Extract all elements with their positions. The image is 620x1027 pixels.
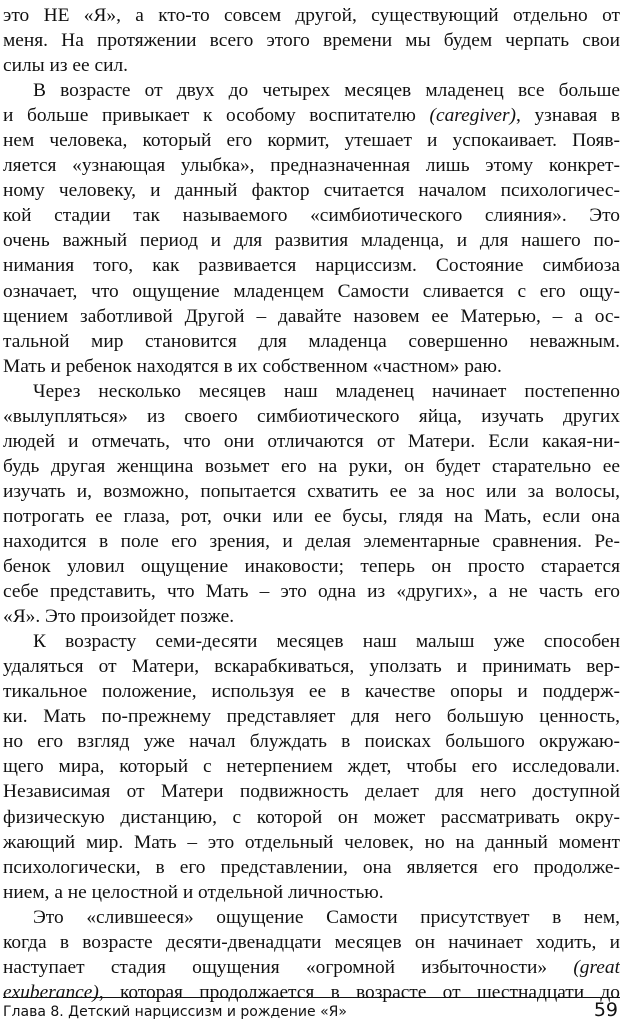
text-line: нимания того, как развивается нарциссизм. Состояние симбиоза bbox=[3, 255, 620, 277]
text-line: будь другая женщина возьмет его на руки, он будет старательно ее bbox=[3, 455, 620, 477]
text-line: очень важный период и для развития младенца, и для нашего по- bbox=[3, 230, 620, 252]
paragraph-symbiosis bbox=[3, 78, 620, 379]
text-line: тикальное положение, используя ее в качестве опоры и поддерж- bbox=[3, 681, 620, 703]
text-line: ки. Мать по-прежнему представляет для него большую ценность, bbox=[3, 706, 620, 728]
text-line: потрогать ее глаза, рот, очки или ее бусы, глядя на Мать, если она bbox=[3, 505, 620, 527]
text-line: означает, что ощущение младенцем Самости сливается с его ощу- bbox=[3, 280, 620, 302]
paragraph-continuation bbox=[3, 3, 620, 78]
text-line: но его взгляд уже начал блуждать в поисках большого окружаю- bbox=[3, 731, 620, 753]
text-line: нием, а не целостной и отдельной личностью. bbox=[3, 881, 384, 903]
text-line: силы из ее сил. bbox=[3, 55, 128, 77]
text-line: Независимая от Матери подвижность делает для него доступной bbox=[3, 781, 620, 803]
footer-divider bbox=[3, 997, 620, 998]
book-page bbox=[3, 0, 620, 1027]
text-line: «Я». Это произойдет позже. bbox=[3, 606, 235, 628]
text-line: физическую дистанцию, с которой он может рассматривать окру- bbox=[3, 806, 620, 828]
text-line: бенок уловил ощущение инаковости; теперь он просто старается bbox=[3, 556, 620, 578]
text-line: изучать и, возможно, попытается схватить ее за нос или за волосы, bbox=[3, 480, 620, 502]
text-line: наступает стадия ощущения «огромной избыточности» (great bbox=[3, 956, 620, 978]
text-line: людей и отмечать, что они отличаются от Матери. Если какая-ни- bbox=[3, 430, 620, 452]
text-line: тальной мир становится для младенца совершенно неважным. bbox=[3, 330, 620, 352]
paragraph-hatching bbox=[3, 379, 620, 629]
running-footer-chapter-title: Глава 8. Детский нарциссизм и рождение «Я» bbox=[3, 1004, 347, 1020]
text-line: «вылупляться» из своего симбиотического яйца, изучать других bbox=[3, 405, 620, 427]
text-line: и больше привыкает к особому воспитателю (caregiver), узнавая в bbox=[3, 105, 620, 127]
text-line: нем человека, который его кормит, утешает и успокаивает. Появ- bbox=[3, 130, 620, 152]
text-line: Это «слившееся» ощущение Самости присутствует в нем, bbox=[33, 906, 620, 928]
paragraph-practicing bbox=[3, 629, 620, 905]
paragraph-exuberance bbox=[3, 905, 620, 1005]
text-line: ному человеку, и данный фактор считается началом психологичес- bbox=[3, 180, 620, 202]
text-line: удаляться от Матери, вскарабкиваться, уползать и принимать вер- bbox=[3, 656, 620, 678]
text-line: Мать и ребенок находятся в их собственном «частном» раю. bbox=[3, 355, 502, 377]
text-line: ляется «узнающая улыбка», предназначенная лишь этому конкрет- bbox=[3, 155, 620, 177]
text-line: когда в возрасте десяти-двенадцати месяцев он начинает ходить, и bbox=[3, 931, 620, 953]
text-line: кой стадии так называемого «симбиотического слияния». Это bbox=[3, 205, 620, 227]
text-line: себе представить, что Мать – это одна из «других», а не часть его bbox=[3, 581, 620, 603]
page-number: 59 bbox=[593, 999, 618, 1021]
body-text bbox=[3, 3, 620, 1005]
text-line: exuberance), которая продолжается в возрасте от шестнадцати до bbox=[3, 981, 620, 1003]
text-line: Через несколько месяцев наш младенец начинает постепенно bbox=[33, 380, 620, 402]
text-line: щением заботливой Другой – давайте назовем ее Матерью, – а ос- bbox=[3, 305, 620, 327]
text-line: меня. На протяжении всего этого времени мы будем черпать свои bbox=[3, 30, 620, 52]
text-line: психологически, в его представлении, она является его продолже- bbox=[3, 856, 620, 878]
italic-term: (caregiver) bbox=[429, 105, 517, 127]
italic-term: (great bbox=[573, 956, 620, 978]
text-line: К возрасту семи-десяти месяцев наш малыш уже способен bbox=[33, 631, 620, 653]
italic-term: exuberance) bbox=[3, 981, 99, 1003]
text-line: щего мира, который с нетерпением ждет, чтобы его исследовали. bbox=[3, 756, 620, 778]
text-line: находится в поле его зрения, и делая элементарные сравнения. Ре- bbox=[3, 530, 620, 552]
text-line: жающий мир. Мать – это отдельный человек, но на данный момент bbox=[3, 831, 620, 853]
text-line: это НЕ «Я», а кто-то совсем другой, существующий отдельно от bbox=[3, 5, 620, 26]
text-line: В возрасте от двух до четырех месяцев младенец все больше bbox=[33, 80, 620, 102]
